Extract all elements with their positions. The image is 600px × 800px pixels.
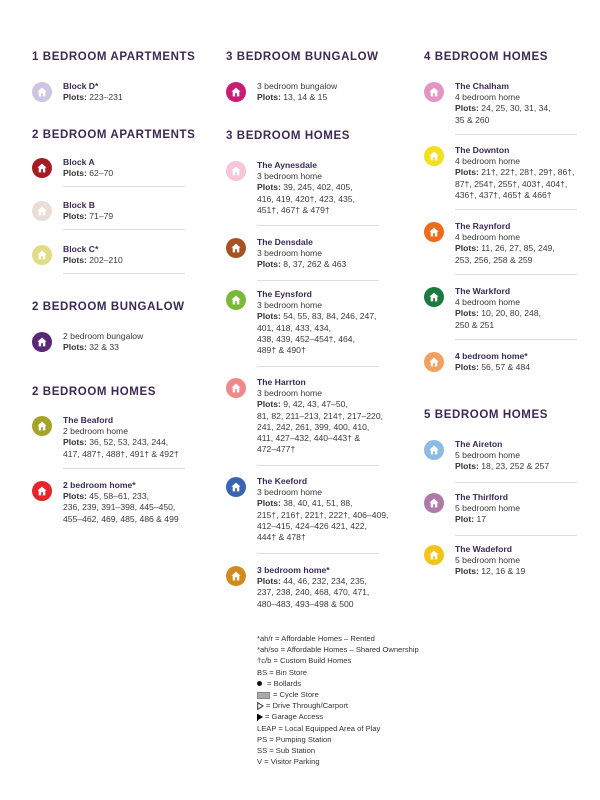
item-type: 2 bedroom bungalow xyxy=(63,331,144,341)
plots-value: 36, 52, 53, 243, 244, xyxy=(89,437,169,448)
divider xyxy=(257,553,379,554)
item-name: Block B xyxy=(63,200,95,210)
plots-value: 9, 42, 43, 47–50, xyxy=(283,399,348,410)
house-icon xyxy=(32,82,52,102)
legend-text: = Garage Access xyxy=(265,712,324,722)
item-name: The Chalham xyxy=(455,81,509,91)
plots-value: 17 xyxy=(476,514,487,525)
item-type: 3 bedroom home xyxy=(257,388,322,399)
house-glyph xyxy=(37,163,47,173)
house-glyph xyxy=(429,550,439,560)
house-icon xyxy=(424,440,444,460)
item-type: 5 bedroom home xyxy=(455,555,520,566)
item-name: 2 bedroom home* xyxy=(63,480,136,490)
plots-value: 44, 46, 232, 234, 235, xyxy=(283,576,367,587)
plots-value: 8, 37, 262 & 463 xyxy=(283,259,347,270)
house-glyph xyxy=(37,486,47,496)
divider xyxy=(257,366,379,367)
plots-label: Plots: xyxy=(257,399,281,410)
plots-label: Plots: xyxy=(63,437,87,448)
house-glyph xyxy=(37,206,47,216)
house-glyph xyxy=(429,87,439,97)
house-glyph xyxy=(429,357,439,367)
plots-label: Plots: xyxy=(63,211,87,222)
item-type: 4 bedroom home xyxy=(455,297,520,308)
legend-text: = Drive Through/Carport xyxy=(266,701,348,711)
plots-value: 21†, 22†, 28†, 29†, 86†, xyxy=(481,167,575,178)
house-icon xyxy=(424,287,444,307)
house-glyph xyxy=(37,250,47,260)
legend-v: V = Visitor Parking xyxy=(257,757,320,767)
item-type: 3 bedroom home xyxy=(257,248,322,259)
item-name: Block A xyxy=(63,157,95,167)
plots-value: 32 & 33 xyxy=(89,342,119,353)
item-name: The Harrton xyxy=(257,377,306,387)
plots-label: Plots: xyxy=(455,103,479,114)
section-heading: 5 BEDROOM HOMES xyxy=(424,409,549,421)
divider xyxy=(455,134,577,135)
item-type: 5 bedroom home xyxy=(455,450,520,461)
plots-value: 455–462, 469, 485, 486 & 499 xyxy=(63,513,179,524)
house-glyph xyxy=(231,243,241,253)
house-icon xyxy=(424,222,444,242)
item-name: The Raynford xyxy=(455,221,511,231)
house-glyph xyxy=(231,571,241,581)
house-glyph xyxy=(37,337,47,347)
plots-value: 13, 14 & 15 xyxy=(283,92,328,103)
item-type: 4 bedroom home xyxy=(455,92,520,103)
plots-value: 236, 239, 391–398, 445–450, xyxy=(63,502,176,513)
plots-value: 412–415, 424–426 421, 422, xyxy=(257,520,367,531)
item-name: The Keeford xyxy=(257,476,308,486)
legend-leap: LEAP = Local Equipped Area of Play xyxy=(257,723,381,733)
plots-label: Plots: xyxy=(257,576,281,587)
plots-label: Plots: xyxy=(257,498,281,509)
plots-label: Plots: xyxy=(257,259,281,270)
house-glyph xyxy=(231,482,241,492)
item-name: 3 bedroom home* xyxy=(257,565,330,575)
item-name: The Warkford xyxy=(455,286,511,296)
divider xyxy=(257,280,379,281)
legend-ss: SS = Sub Station xyxy=(257,746,316,756)
legend-cb: †c/b = Custom Build Homes xyxy=(257,656,352,666)
legend-bs: BS = Bin Store xyxy=(257,667,308,677)
house-glyph xyxy=(429,151,439,161)
divider xyxy=(455,274,577,275)
plots-value: 87†, 254†, 255†, 403†, 404†, xyxy=(455,178,568,189)
section-heading: 4 BEDROOM HOMES xyxy=(424,51,549,63)
house-icon xyxy=(226,290,246,310)
item-type: 4 bedroom home xyxy=(455,156,520,167)
plots-value: 411, 427–432, 440–443† & xyxy=(257,433,361,444)
divider xyxy=(257,225,379,226)
plots-value: 215†, 216†, 221†, 222†, 406–409, xyxy=(257,509,389,520)
plots-label: Plots: xyxy=(455,308,479,319)
item-type: 3 bedroom home xyxy=(257,487,322,498)
plots-value: 35 & 260 xyxy=(455,114,490,125)
legend-drive xyxy=(257,700,419,711)
legend-bollards xyxy=(257,678,419,689)
item-type: 3 bedroom home xyxy=(257,300,322,311)
plots-value: 416, 419, 420†, 423, 435, xyxy=(257,193,355,204)
item-name: The Eynsford xyxy=(257,289,312,299)
item-name: Block C* xyxy=(63,244,99,254)
plots-label: Plots: xyxy=(63,491,87,502)
legend-ahso: *ah/so = Affordable Homes – Shared Ownership xyxy=(257,645,419,655)
legend xyxy=(257,633,419,767)
house-icon xyxy=(424,352,444,372)
house-icon xyxy=(32,245,52,265)
plots-label: Plots: xyxy=(455,461,479,472)
plots-value: 39, 245, 402, 405, xyxy=(283,182,353,193)
plots-value: 451†, 467† & 479† xyxy=(257,204,330,215)
house-icon xyxy=(424,493,444,513)
plot-label: Plot: xyxy=(455,514,475,525)
plots-value: 436†, 437†, 465† & 466† xyxy=(455,189,552,200)
plots-value: 444† & 478† xyxy=(257,532,306,543)
legend-text: = Cycle Store xyxy=(273,690,319,700)
legend-cycle xyxy=(257,689,419,700)
plots-value: 38, 40, 41, 51, 88, xyxy=(283,498,353,509)
house-icon xyxy=(226,566,246,586)
plots-label: Plots: xyxy=(455,167,479,178)
house-icon xyxy=(226,477,246,497)
house-glyph xyxy=(429,292,439,302)
plots-value: 417, 487†, 488†, 491† & 492† xyxy=(63,448,179,459)
plots-value: 71–79 xyxy=(89,211,114,222)
plots-value: 11, 26, 27, 85, 249, xyxy=(481,243,555,254)
house-glyph xyxy=(231,295,241,305)
house-icon xyxy=(424,146,444,166)
divider xyxy=(455,339,577,340)
plots-value: 12, 16 & 19 xyxy=(481,566,526,577)
item-name: 4 bedroom home* xyxy=(455,351,528,361)
house-icon xyxy=(32,481,52,501)
section-heading: 1 BEDROOM APARTMENTS xyxy=(32,51,196,63)
house-glyph xyxy=(231,87,241,97)
item-type: 4 bedroom home xyxy=(455,232,520,243)
plots-value: 250 & 251 xyxy=(455,319,495,330)
house-icon xyxy=(32,332,52,352)
plots-label: Plots: xyxy=(257,92,281,103)
plots-label: Plots: xyxy=(63,342,87,353)
house-icon xyxy=(226,238,246,258)
house-icon xyxy=(226,378,246,398)
plots-value: 81, 82, 211–213, 214†, 217–220, xyxy=(257,410,383,421)
house-icon xyxy=(32,201,52,221)
house-icon xyxy=(32,158,52,178)
house-glyph xyxy=(37,87,47,97)
item-name: The Beaford xyxy=(63,415,114,425)
house-glyph xyxy=(429,445,439,455)
section-heading: 2 BEDROOM HOMES xyxy=(32,386,157,398)
plots-value: 56, 57 & 484 xyxy=(481,362,531,373)
divider xyxy=(63,273,185,274)
item-name: The Thirlford xyxy=(455,492,508,502)
plots-value: 401, 418, 433, 434, xyxy=(257,322,332,333)
drive-through-icon xyxy=(257,702,264,710)
plots-label: Plots: xyxy=(63,92,87,103)
plots-value: 223–231 xyxy=(89,92,123,103)
house-icon xyxy=(226,82,246,102)
plots-label: Plots: xyxy=(455,243,479,254)
house-icon xyxy=(226,161,246,181)
item-name: The Densdale xyxy=(257,237,313,247)
item-type: 5 bedroom home xyxy=(455,503,520,514)
bollard-icon xyxy=(257,681,262,686)
item-name: The Aireton xyxy=(455,439,503,449)
plots-value: 237, 238, 240, 468, 470, 471, xyxy=(257,587,370,598)
item-name: The Downton xyxy=(455,145,510,155)
divider xyxy=(63,468,185,469)
legend-garage xyxy=(257,711,419,722)
plots-value: 472–477† xyxy=(257,444,296,455)
divider xyxy=(455,482,577,483)
item-name: The Wadeford xyxy=(455,544,512,554)
plots-value: 10, 20, 80, 248, xyxy=(481,308,541,319)
plots-value: 45, 58–61, 233, xyxy=(89,491,149,502)
item-name: Block D* xyxy=(63,81,99,91)
house-glyph xyxy=(429,227,439,237)
plots-value: 489† & 490† xyxy=(257,345,306,356)
house-glyph xyxy=(429,498,439,508)
plots-value: 24, 25, 30, 31, 34, xyxy=(481,103,551,114)
cycle-store-icon xyxy=(257,692,270,699)
legend-text: = Bollards xyxy=(267,678,302,688)
plots-label: Plots: xyxy=(455,566,479,577)
section-heading: 2 BEDROOM BUNGALOW xyxy=(32,301,185,313)
section-heading: 3 BEDROOM HOMES xyxy=(226,130,351,142)
house-icon xyxy=(424,545,444,565)
plots-value: 62–70 xyxy=(89,168,114,179)
house-glyph xyxy=(37,421,47,431)
garage-access-icon xyxy=(258,714,263,720)
house-glyph xyxy=(231,166,241,176)
plots-value: 18, 23, 252 & 257 xyxy=(481,461,550,472)
house-icon xyxy=(424,82,444,102)
plots-value: 253, 256, 258 & 259 xyxy=(455,254,533,265)
section-heading: 2 BEDROOM APARTMENTS xyxy=(32,129,196,141)
plots-value: 480–483, 493–498 & 500 xyxy=(257,598,354,609)
divider xyxy=(257,465,379,466)
legend-ps: PS = Pumping Station xyxy=(257,734,332,744)
plots-value: 54, 55, 83, 84, 246, 247, xyxy=(283,311,377,322)
plots-label: Plots: xyxy=(257,182,281,193)
legend-ahr: *ah/r = Affordable Homes – Rented xyxy=(257,634,375,643)
plots-label: Plots: xyxy=(257,311,281,322)
item-type: 2 bedroom home xyxy=(63,426,128,437)
item-type: 3 bedroom bungalow xyxy=(257,81,338,91)
plots-label: Plots: xyxy=(63,255,87,266)
section-heading: 3 BEDROOM BUNGALOW xyxy=(226,51,379,63)
plots-value: 202–210 xyxy=(89,255,123,266)
divider xyxy=(63,229,185,230)
house-glyph xyxy=(231,383,241,393)
divider xyxy=(455,535,577,536)
plots-label: Plots: xyxy=(455,362,479,373)
item-type: 3 bedroom home xyxy=(257,171,322,182)
divider xyxy=(63,186,185,187)
plots-label: Plots: xyxy=(63,168,87,179)
plots-value: 241, 242, 261, 399, 400, 410, xyxy=(257,421,370,432)
plots-value: 438, 439, 452–454†, 464, xyxy=(257,333,355,344)
house-icon xyxy=(32,416,52,436)
item-name: The Aynesdale xyxy=(257,160,318,170)
divider xyxy=(455,209,577,210)
